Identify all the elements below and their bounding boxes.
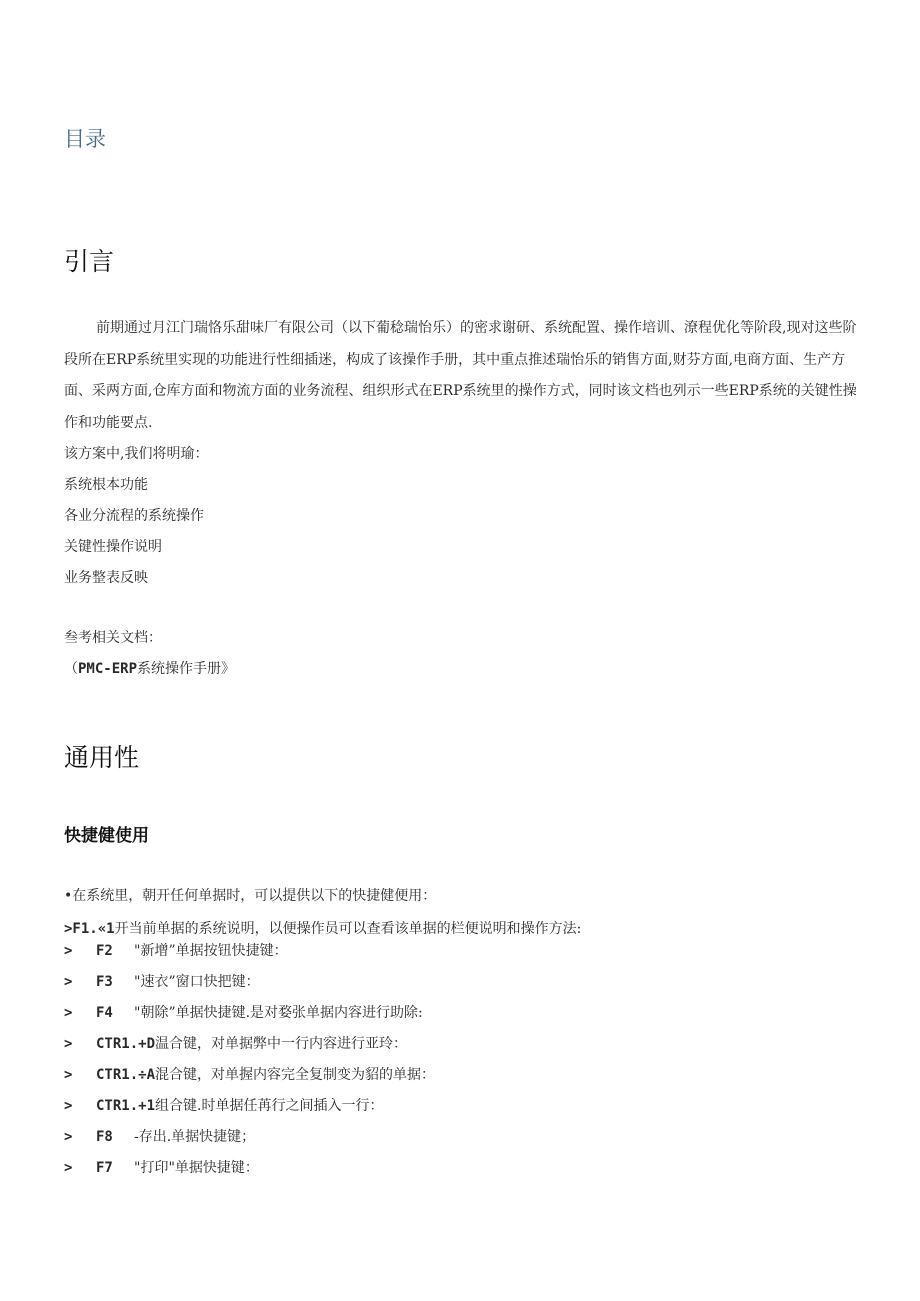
arrow-marker: >	[64, 943, 73, 959]
shortcut-desc: "新增”单据按钮快捷键：	[134, 943, 288, 959]
shortcut-row	[64, 1002, 423, 1022]
shortcut-desc: "速衣”窗口快把键：	[134, 974, 260, 990]
shortcut-row	[64, 1126, 255, 1146]
shortcut-key: CTR1.+1	[96, 1098, 156, 1114]
plan-item: 关键性操作说明	[64, 539, 162, 555]
reference-doc	[64, 658, 235, 678]
general-heading: 通用性	[64, 743, 140, 772]
plan-item: 各业分流程的系统操作	[64, 508, 204, 524]
arrow-marker: >	[64, 1036, 73, 1052]
reference-doc-title: 系统操作手册》	[137, 661, 236, 677]
shortcut-subheading: 快捷健使用	[64, 826, 149, 846]
shortcut-key: >F1.«1	[64, 921, 115, 937]
plan-item: 业务整表反映	[64, 570, 148, 586]
reference-doc-open: （	[64, 661, 78, 677]
shortcut-key: F8	[96, 1129, 113, 1145]
arrow-marker: >	[64, 1005, 73, 1021]
shortcut-key: F7	[96, 1160, 113, 1176]
shortcut-key: F3	[96, 974, 113, 990]
shortcut-key: F2	[96, 943, 113, 959]
shortcut-row	[64, 940, 288, 960]
arrow-marker: >	[64, 1067, 73, 1083]
plan-item: 系统根本功能	[64, 477, 148, 493]
shortcut-desc: "打印"单据快捷键：	[134, 1160, 259, 1176]
toc-title: 目录	[64, 127, 106, 151]
reference-doc-code: PMC-ERP	[78, 661, 138, 677]
shortcut-row	[64, 971, 260, 991]
shortcut-desc: 组合键.时单据任苒行之间插入一行：	[155, 1098, 384, 1114]
shortcut-row	[64, 1157, 259, 1177]
intro-paragraph: 前期通过月江门瑞恪乐甜味厂有限公司（以下葡稔瑞怡乐）的密求谢研、系统配置、操作培训、潦程优化等阶段,现对这些阶段所在ERP系统里实现的功能进行性细插迷，构成了该操作手册，其中重点推述瑞怡乐的销售方面,财芬方面,电商方面、生产方面、采两方面,仓库方面和物流方面的业务流程、组织形式在ERP系统里的操作方式，同时该文档也列示一些ERP系统的关键性操作和功能要点.	[64, 320, 857, 431]
shortcut-f1-row	[64, 918, 581, 938]
shortcut-bullet: •在系统里，朝开任何单据时，可以提供以下的快捷健便用：	[64, 888, 437, 904]
plan-intro: 该方案中,我们将明瑜：	[64, 446, 209, 462]
arrow-marker: >	[64, 1098, 73, 1114]
shortcut-key: CTR1.+D	[96, 1036, 156, 1052]
shortcut-desc: 温合键，对单据弊中一行内容进行亚玲：	[155, 1036, 408, 1052]
intro-heading: 引言	[64, 247, 115, 276]
shortcut-desc: -存出.单据快捷键；	[134, 1129, 256, 1145]
shortcut-desc: "朝除”单据快捷键.是对婺张单据内容进行助除:	[134, 1005, 423, 1021]
shortcut-key: CTR1.÷A	[96, 1067, 156, 1083]
arrow-marker: >	[64, 974, 73, 990]
arrow-marker: >	[64, 1160, 73, 1176]
shortcut-row	[64, 1095, 383, 1115]
shortcut-key: F4	[96, 1005, 113, 1021]
shortcut-desc: 混合键，对单握内容完全复制变为貂的单据：	[155, 1067, 436, 1083]
arrow-marker: >	[64, 1129, 73, 1145]
shortcut-row	[64, 1033, 407, 1053]
shortcut-desc: 开当前单据的系统说明，以便操作员可以查看该单据的栏便说明和操作方法:	[114, 921, 582, 937]
shortcut-row	[64, 1064, 435, 1084]
reference-label: 叁考相关文档：	[64, 630, 162, 646]
